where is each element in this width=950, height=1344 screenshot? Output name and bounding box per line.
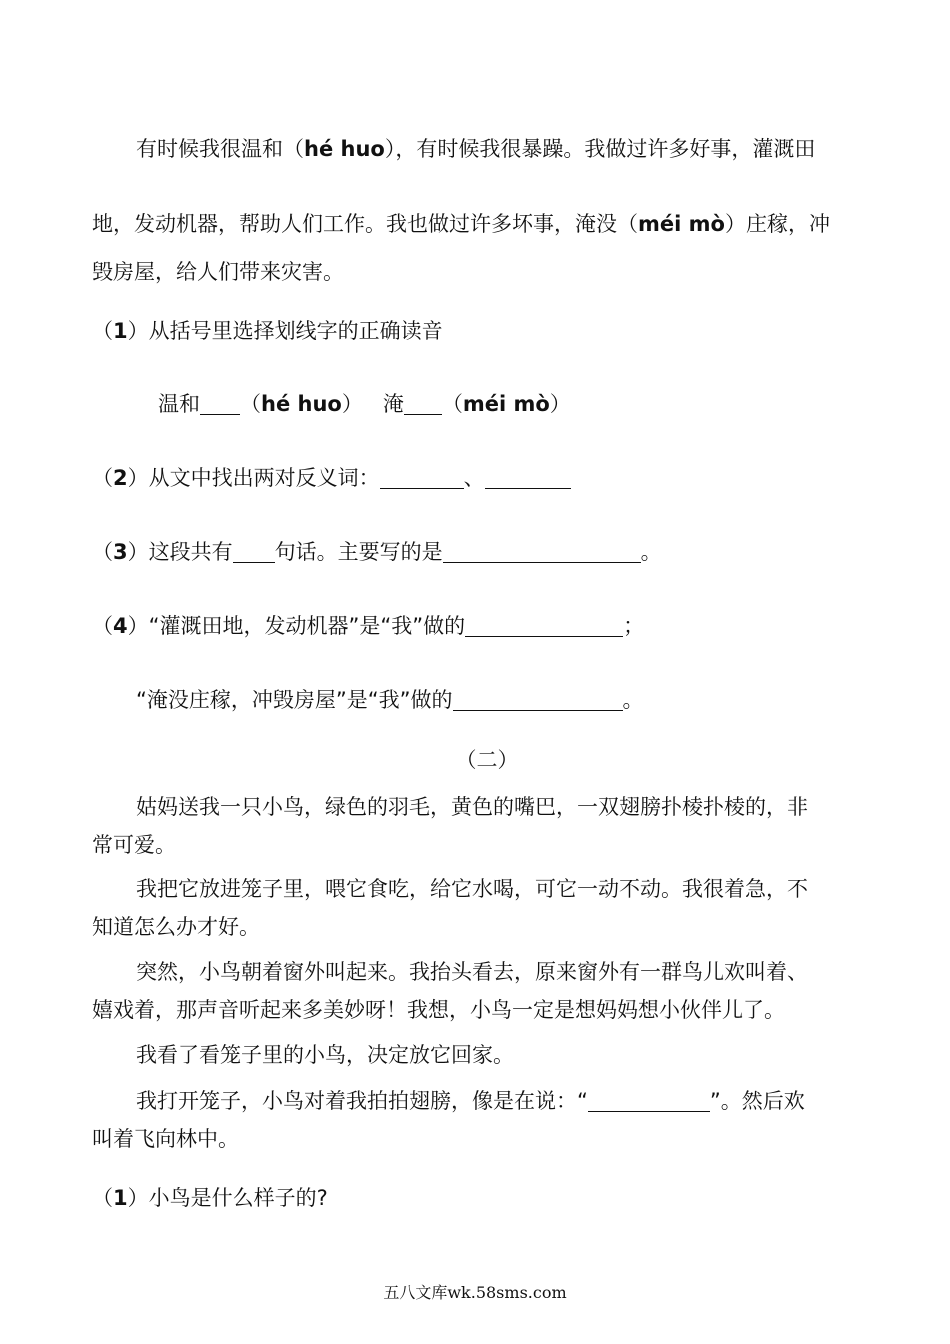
answer-blank-yan[interactable] [404, 392, 442, 415]
passage2-p5-line2: 叫着飞向林中。 [92, 1127, 239, 1151]
pinyin-options-meimo: méi mò [462, 392, 550, 416]
answer-blank-bad-deeds[interactable] [453, 688, 623, 711]
passage2-p2-line2: 知道怎么办才好。 [92, 915, 260, 939]
question-number: 1 [113, 1186, 128, 1210]
question3: （3）这段共有 句话。主要写的是 。 [92, 540, 662, 564]
answer-blank-good-deeds[interactable] [465, 614, 623, 637]
question4: （4）“灌溉田地，发动机器”是“我”做的 ； [92, 614, 645, 638]
text: ），有时候我很暴躁。我做过许多好事，灌溉田 [384, 137, 816, 161]
footer-watermark: 五八文库wk.58sms.com [383, 1283, 567, 1302]
question2: （2）从文中找出两对反义词： 、 [92, 463, 571, 493]
text: 地，发动机器，帮助人们工作。我也做过许多坏事，淹没（ [92, 212, 638, 236]
answer-blank-antonym-2[interactable] [485, 466, 571, 489]
passage1-line1 [136, 134, 815, 164]
passage2-p3-line1: 突然，小鸟朝着窗外叫起来。我抬头看去，原来窗外有一群鸟儿欢叫着、 [136, 960, 808, 984]
passage1-line2 [92, 209, 830, 239]
word-yan: 淹 [382, 392, 404, 416]
question1-prompt: （1）从括号里选择划线字的正确读音 [92, 319, 443, 343]
word-wenhe: 温和 [158, 392, 200, 416]
answer-blank-main-idea[interactable] [443, 540, 641, 563]
question2-1: （1）小鸟是什么样子的? [92, 1186, 328, 1210]
passage2-p1-line2: 常可爱。 [92, 833, 176, 857]
text: ）庄稼，冲 [724, 212, 830, 236]
passage2-p3-line2: 嬉戏着，那声音听起来多美妙呀！我想，小鸟一定是想妈妈想小伙伴儿了。 [92, 998, 785, 1022]
question-number: 1 [113, 319, 128, 343]
question-number: 2 [113, 466, 128, 490]
question-number: 3 [113, 540, 128, 564]
text: 有时候我很温和（ [136, 137, 304, 161]
answer-blank-wenhe[interactable] [200, 392, 240, 415]
question4-part2: “淹没庄稼，冲毁房屋”是“我”做的 。 [136, 688, 644, 712]
pinyin-hehuo: hé huo [304, 137, 385, 161]
pinyin-meimo: méi mò [638, 212, 725, 236]
question-number: 4 [113, 614, 128, 638]
passage2-p1-line1: 姑妈送我一只小鸟，绿色的羽毛，黄色的嘴巴，一双翅膀扑棱扑棱的，非 [136, 795, 808, 819]
passage2-p5-line1: 我打开笼子，小鸟对着我拍拍翅膀，像是在说：“ ”。然后欢 [136, 1089, 805, 1113]
pinyin-options-hehuo: hé huo [261, 392, 342, 416]
answer-blank-bird-says[interactable] [588, 1089, 710, 1112]
question1-options: 温和 （hé huo） 淹 （méi mò） [158, 392, 571, 416]
answer-blank-antonym-1[interactable] [380, 466, 464, 489]
passage1-line3: 毁房屋，给人们带来灾害。 [92, 260, 344, 284]
passage2-p4: 我看了看笼子里的小鸟，决定放它回家。 [136, 1043, 514, 1067]
answer-blank-sentence-count[interactable] [233, 540, 275, 563]
section-title: （二） [455, 748, 519, 772]
passage2-p2-line1: 我把它放进笼子里，喂它食吃，给它水喝，可它一动不动。我很着急，不 [136, 877, 808, 901]
